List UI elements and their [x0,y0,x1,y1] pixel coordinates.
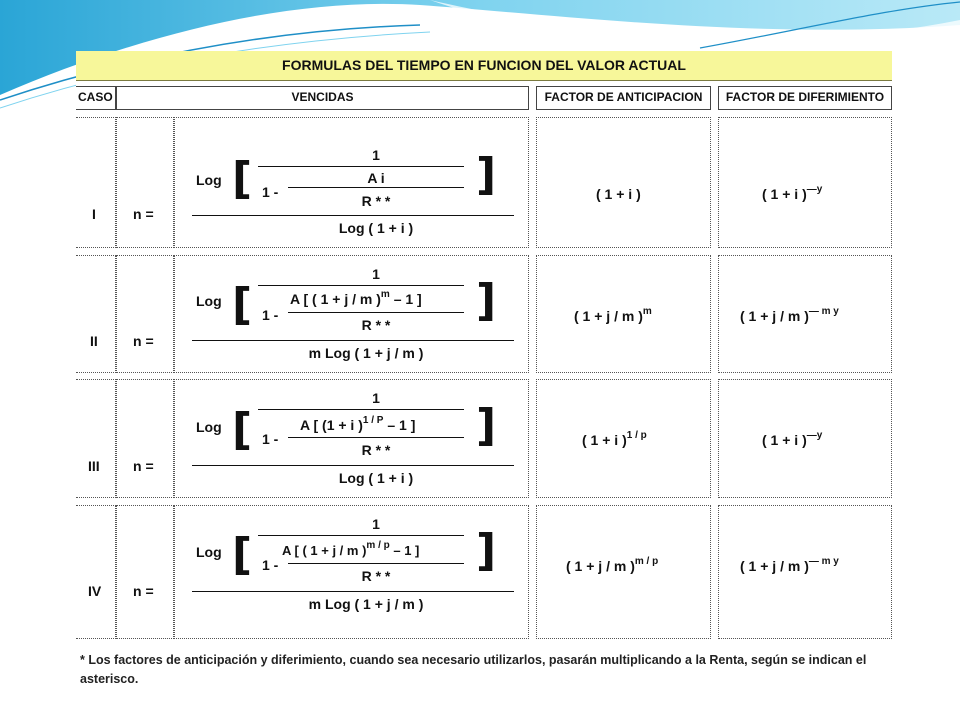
header-anticipacion: FACTOR DE ANTICIPACION [536,86,711,110]
n-cell [116,379,174,498]
caso-cell [76,505,116,639]
inner-numerator: A [ (1 + i )$^{1 / P}$ – 1 ] [300,415,416,433]
caso-label: III [88,458,100,474]
anticipacion-cell [536,117,711,248]
fraction-bar [258,166,464,167]
caso-label: II [90,333,98,349]
header-caso: CASO [76,86,116,110]
denominator: m Log ( 1 + j / m ) [308,345,424,361]
header-vencidas: VENCIDAS [116,86,529,110]
right-bracket: ] [476,400,497,451]
one-minus: 1 - [262,184,279,200]
inner-numerator: A [ ( 1 + j / m )$^m$ – 1 ] [290,289,422,307]
anticipacion-factor: ( 1 + j / m )$^m$ [574,306,652,324]
one-minus: 1 - [262,431,279,447]
one-numerator: 1 [372,147,380,163]
n-cell [116,255,174,373]
main-fraction-bar [192,465,514,466]
table-title: FORMULAS DEL TIEMPO EN FUNCION DEL VALOR ACTUAL [76,51,892,81]
left-bracket: [ [232,279,253,330]
anticipacion-factor: ( 1 + i ) [596,186,641,202]
left-bracket: [ [232,529,253,580]
diferimiento-cell [718,117,892,248]
one-minus: 1 - [262,307,279,323]
header-diferimiento: FACTOR DE DIFERIMIENTO [718,86,892,110]
diferimiento-factor: ( 1 + j / m )$^{— m y}$ [740,306,839,324]
denominator: m Log ( 1 + j / m ) [308,596,424,612]
fraction-bar [258,409,464,410]
inner-numerator: A [ ( 1 + j / m )$^{m / p}$ – 1 ] [282,540,420,558]
diferimiento-factor: ( 1 + i )$^{—y}$ [762,184,823,202]
inner-fraction-bar [288,312,464,313]
caso-cell [76,379,116,498]
n-equals: n = [133,583,154,599]
inner-fraction-bar [288,187,464,188]
fraction-bar [258,285,464,286]
caso-cell [76,255,116,373]
n-cell [116,505,174,639]
inner-fraction-bar [288,563,464,564]
anticipacion-factor: ( 1 + j / m )$^{m / p}$ [566,556,659,574]
n-equals: n = [133,333,154,349]
diferimiento-factor: ( 1 + j / m )$^{— m y}$ [740,556,839,574]
log-label: Log [196,172,222,188]
one-minus: 1 - [262,557,279,573]
one-numerator: 1 [372,390,380,406]
inner-denominator: R * * [361,317,391,333]
log-label: Log [196,419,222,435]
one-numerator: 1 [372,516,380,532]
caso-cell [76,117,116,248]
anticipacion-factor: ( 1 + i )$^{1 / p}$ [582,430,647,448]
inner-denominator: R * * [361,442,391,458]
inner-numerator: A i [367,170,385,186]
right-bracket: ] [476,275,497,326]
one-numerator: 1 [372,266,380,282]
inner-denominator: R * * [361,193,391,209]
fraction-bar [258,535,464,536]
diferimiento-factor: ( 1 + i )$^{—y}$ [762,430,823,448]
n-equals: n = [133,206,154,222]
footnote: * Los factores de anticipación y diferimiento, cuando sea necesario utilizarlos, pasarán multiplicando a la Renta, según se indican el asterisco. [80,653,867,686]
caso-label: IV [88,583,102,599]
left-bracket: [ [232,404,253,455]
main-fraction-bar [192,591,514,592]
right-bracket: ] [476,525,497,576]
log-label: Log [196,544,222,560]
denominator: Log ( 1 + i ) [338,470,414,486]
inner-denominator: R * * [361,568,391,584]
inner-fraction-bar [288,437,464,438]
main-fraction-bar [192,340,514,341]
formula-table [76,51,892,693]
log-label: Log [196,293,222,309]
left-bracket: [ [232,153,253,204]
right-bracket: ] [476,149,497,200]
main-fraction-bar [192,215,514,216]
caso-label: I [92,206,96,222]
denominator: Log ( 1 + i ) [338,220,414,236]
n-cell [116,117,174,248]
n-equals: n = [133,458,154,474]
